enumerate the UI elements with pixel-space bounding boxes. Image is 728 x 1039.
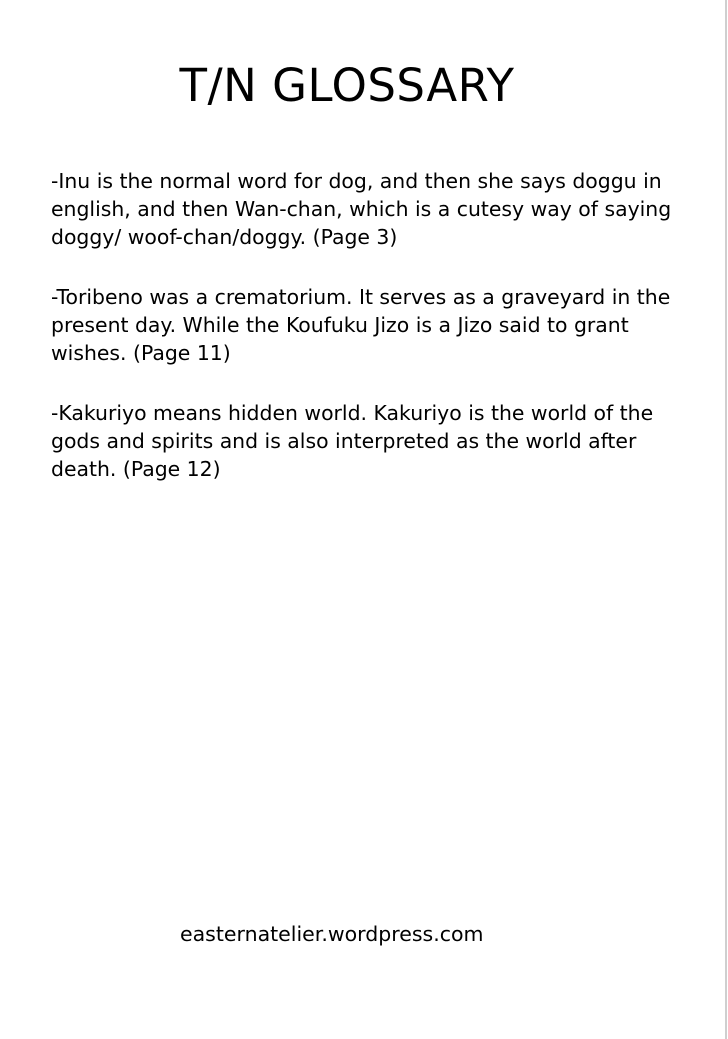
- right-edge-line: [725, 0, 727, 1039]
- footer-site-credit: easternatelier.wordpress.com: [180, 922, 484, 946]
- glossary-entry-kakuriyo: -Kakuriyo means hidden world. Kakuriyo is the world of the gods and spirits and is also interpreted as the world after death. (Page 12): [51, 401, 654, 481]
- page-title: T/N GLOSSARY: [179, 59, 515, 112]
- glossary-list: [51, 167, 704, 515]
- glossary-entry-inu: -Inu is the normal word for dog, and then she says doggu in english, and then Wan-chan, which is a cutesy way of saying doggy/ woof-chan/doggy. (Page 3): [51, 169, 672, 249]
- glossary-entry-toribeno: -Toribeno was a crematorium. It serves as a graveyard in the present day. While the Koufuku Jizo is a Jizo said to grant wishes. (Page 11): [51, 285, 671, 365]
